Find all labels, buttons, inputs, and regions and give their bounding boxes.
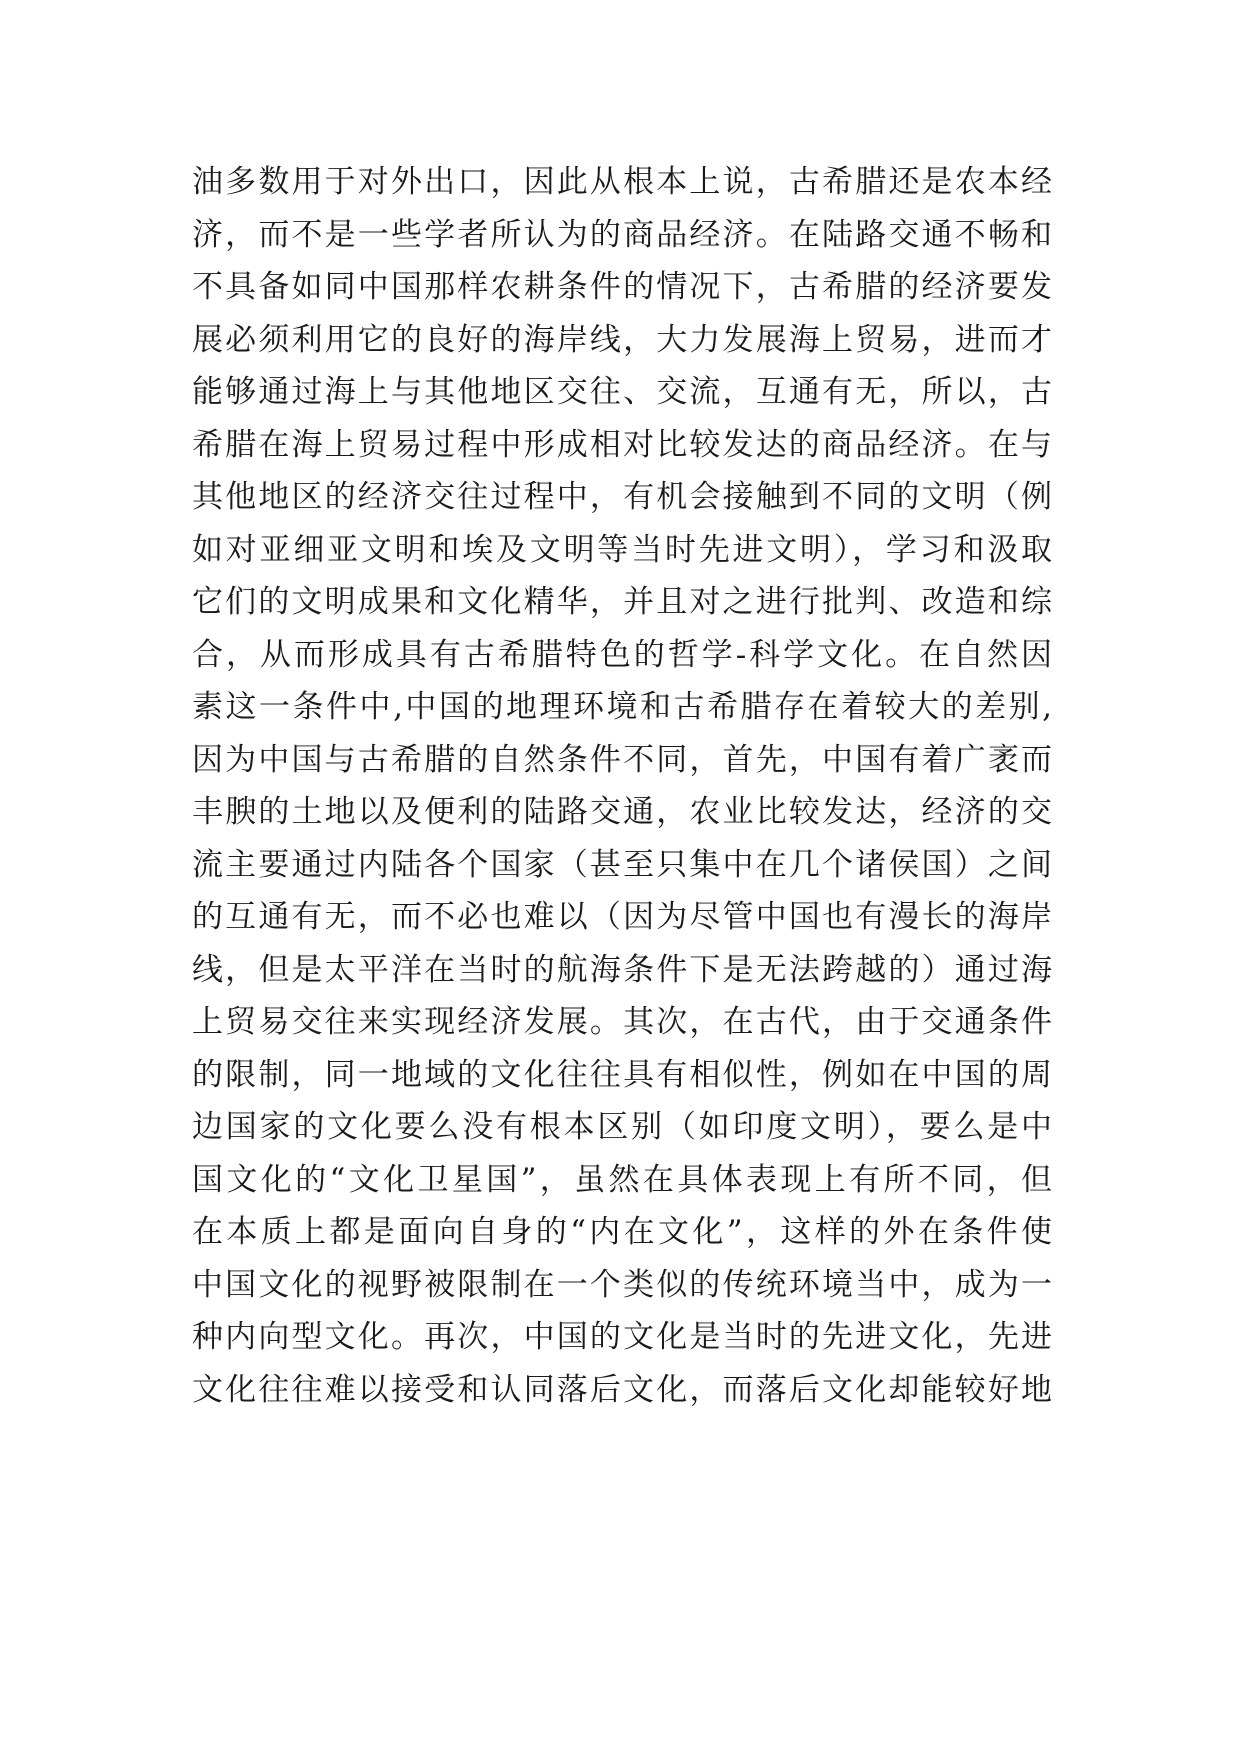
text-line: 油多数用于对外出口，因此从根本上说，古希腊还是农本经 xyxy=(192,164,1052,200)
text-line: 展必须利用它的良好的海岸线，大力发展海上贸易，进而才 xyxy=(192,321,1052,358)
text-line: 合，从而形成具有古希腊特色的哲学-科学文化。在自然因 xyxy=(192,636,1052,673)
text-line: 能够通过海上与其他地区交往、交流，互通有无，所以，古 xyxy=(192,374,1052,410)
text-line: 种内向型文化。再次，中国的文化是当时的先进文化，先进 xyxy=(192,1319,1052,1355)
text-line: 国文化的“文化卫星国”，虽然在具体表现上有所不同，但 xyxy=(192,1161,1052,1198)
text-line: 其他地区的经济交往过程中，有机会接触到不同的文明（例 xyxy=(192,479,1052,515)
text-line: 的限制，同一地域的文化往往具有相似性，例如在中国的周 xyxy=(192,1056,1052,1093)
text-line: 边国家的文化要么没有根本区别（如印度文明），要么是中 xyxy=(192,1109,1052,1145)
text-line: 它们的文明成果和文化精华，并且对之进行批判、改造和综 xyxy=(192,584,1052,620)
text-line: 上贸易交往来实现经济发展。其次，在古代，由于交通条件 xyxy=(192,1004,1052,1040)
text-line: 的互通有无，而不必也难以（因为尽管中国也有漫长的海岸 xyxy=(192,899,1052,935)
text-line: 线，但是太平洋在当时的航海条件下是无法跨越的）通过海 xyxy=(192,951,1052,988)
body-text xyxy=(192,156,1052,1416)
text-line: 济，而不是一些学者所认为的商品经济。在陆路交通不畅和 xyxy=(192,216,1052,253)
text-line: 丰腴的土地以及便利的陆路交通，农业比较发达，经济的交 xyxy=(192,794,1052,830)
text-line: 如对亚细亚文明和埃及文明等当时先进文明），学习和汲取 xyxy=(192,531,1052,568)
text-line: 中国文化的视野被限制在一个类似的传统环境当中，成为一 xyxy=(192,1266,1052,1303)
text-line: 希腊在海上贸易过程中形成相对比较发达的商品经济。在与 xyxy=(192,426,1052,463)
text-line: 文化往往难以接受和认同落后文化，而落后文化却能较好地 xyxy=(192,1371,1052,1408)
text-line: 素这一条件中,中国的地理环境和古希腊存在着较大的差别, xyxy=(192,689,1052,725)
text-line: 不具备如同中国那样农耕条件的情况下，古希腊的经济要发 xyxy=(192,269,1052,305)
text-line: 因为中国与古希腊的自然条件不同，首先，中国有着广袤而 xyxy=(192,741,1052,778)
text-line: 在本质上都是面向自身的“内在文化”，这样的外在条件使 xyxy=(192,1214,1052,1250)
text-line: 流主要通过内陆各个国家（甚至只集中在几个诸侯国）之间 xyxy=(192,846,1052,883)
